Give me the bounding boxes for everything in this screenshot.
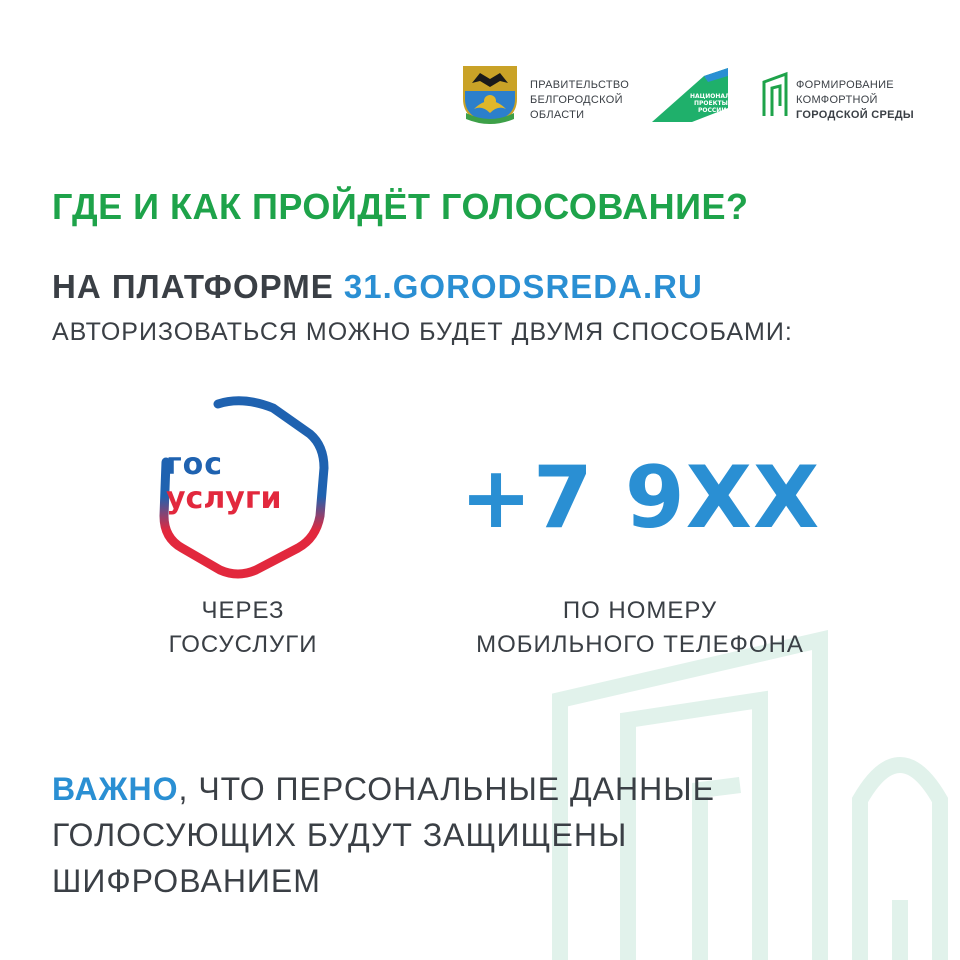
government-logo-text: ПРАВИТЕЛЬСТВО БЕЛГОРОДСКОЙ ОБЛАСТИ bbox=[530, 79, 630, 121]
svg-text:ПРОЕКТЫ: ПРОЕКТЫ bbox=[694, 100, 728, 107]
phone-number-prefix: +7 9XX bbox=[460, 448, 821, 548]
gosuslugi-logo-text-top: гос bbox=[166, 447, 224, 482]
belgorod-coat-of-arms-icon bbox=[462, 65, 518, 125]
gosuslugi-logo-text-bottom: услуги bbox=[166, 481, 282, 516]
platform-url-link[interactable]: 31.GORODSREDA.RU bbox=[343, 268, 703, 305]
header-logos bbox=[462, 62, 932, 128]
auth-methods-text: АВТОРИЗОВАТЬСЯ МОЖНО БУДЕТ ДВУМЯ СПОСОБАМИ: bbox=[52, 318, 793, 346]
platform-line bbox=[52, 268, 703, 306]
privacy-note: ВАЖНО, ЧТО ПЕРСОНАЛЬНЫЕ ДАННЫЕ ГОЛОСУЮЩИХ БУДУТ ЗАЩИЩЕНЫ ШИФРОВАНИЕМ bbox=[52, 771, 715, 899]
comfortable-city-logo-icon bbox=[760, 66, 794, 122]
svg-text:РОССИИ: РОССИИ bbox=[698, 107, 727, 114]
gosuslugi-caption: ЧЕРЕЗ ГОСУСЛУГИ bbox=[168, 597, 318, 658]
important-label: ВАЖНО bbox=[52, 771, 179, 807]
phone-caption: ПО НОМЕРУ МОБИЛЬНОГО ТЕЛЕФОНА bbox=[476, 597, 804, 658]
national-projects-logo-icon bbox=[652, 66, 750, 122]
page-title: ГДЕ И КАК ПРОЙДЁТ ГОЛОСОВАНИЕ? bbox=[52, 186, 749, 227]
comfortable-city-logo-text: ФОРМИРОВАНИЕ КОМФОРТНОЙ ГОРОДСКОЙ СРЕДЫ bbox=[796, 79, 914, 121]
svg-text:НАЦИОНАЛЬНЫЕ: НАЦИОНАЛЬНЫЕ bbox=[690, 93, 750, 100]
platform-prefix: НА ПЛАТФОРМЕ bbox=[52, 268, 334, 305]
